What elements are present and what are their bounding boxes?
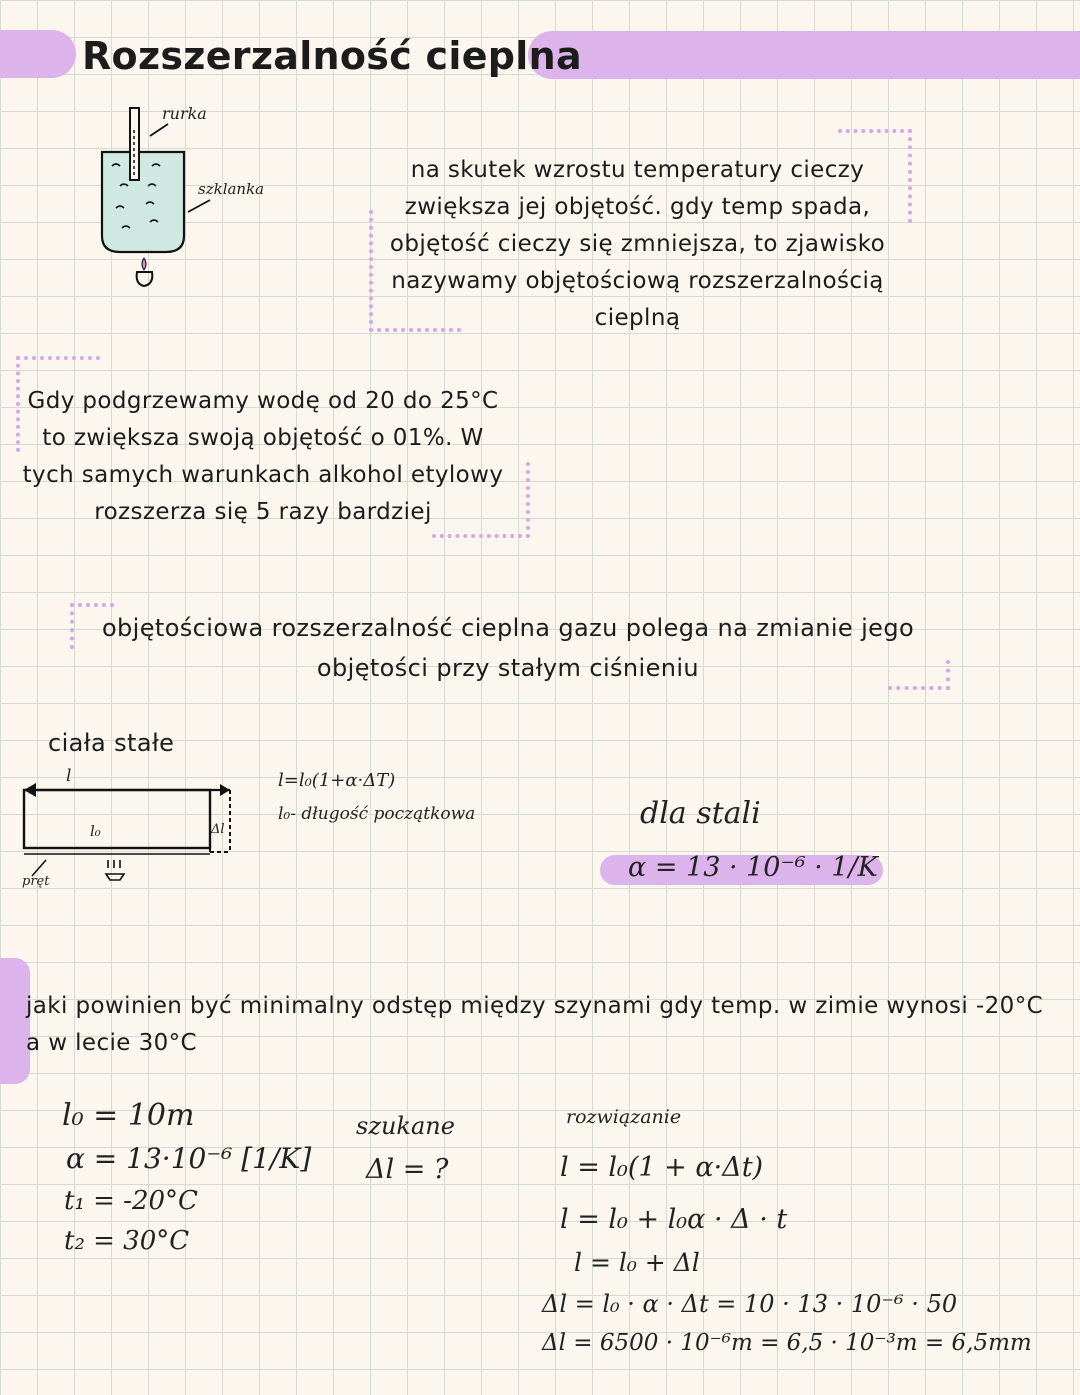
given-l0: l₀ = 10m <box>62 1098 195 1133</box>
solution-line-5: Δl = 6500 · 10⁻⁶m = 6,5 · 10⁻³m = 6,5mm <box>542 1330 1032 1356</box>
solution-line-2: l = l₀ + l₀α · Δ · t <box>560 1204 788 1235</box>
tube-label: rurka <box>162 104 207 123</box>
problem-question: jaki powinien być minimalny odstęp między szynami gdy temp. w zimie wynosi -20°C a w lecie 30°C <box>26 993 1044 1056</box>
initial-length-definition: l₀- długość początkowa <box>278 804 476 824</box>
page-title: Rozszerzalność cieplna <box>82 34 582 78</box>
solution-line-4: Δl = l₀ · α · Δt = 10 · 13 · 10⁻⁶ · 50 <box>542 1290 958 1318</box>
header-pill-left <box>0 30 76 78</box>
given-t1: t₁ = -20°C <box>64 1186 198 1216</box>
rod-initial-length-label: l₀ <box>90 822 101 840</box>
steel-label: dla stali <box>640 796 761 831</box>
rod-delta-label: Δl <box>211 822 225 837</box>
water-expansion-note: Gdy podgrzewamy wodę od 20 do 25°C to zwiększa swoją objętość o 01%. W tych samych warunkach alkohol etylowy rozszerza się 5 razy bardziej <box>22 388 504 525</box>
rod-diagram <box>20 770 240 890</box>
glass-label: szklanka <box>198 180 265 198</box>
steel-alpha-value: α = 13 · 10⁻⁶ · 1/K <box>628 852 878 883</box>
glass-diagram <box>90 100 290 300</box>
given-alpha: α = 13·10⁻⁶ [1/K] <box>66 1142 312 1175</box>
gas-expansion-note: objętościowa rozszerzalność cieplna gazu polega na zmianie jego objętości przy stałym ciśnieniu <box>101 614 915 682</box>
solids-heading: ciała stałe <box>48 729 175 757</box>
given-t2: t₂ = 30°C <box>64 1226 190 1256</box>
solution-line-3: l = l₀ + Δl <box>574 1248 700 1277</box>
solution-line-1: l = l₀(1 + α·Δt) <box>560 1152 764 1183</box>
rod-label: pręt <box>22 874 50 889</box>
rod-length-label: l <box>66 766 72 786</box>
liquid-expansion-note: na skutek wzrostu temperatury cieczy zwiększa jej objętość. gdy temp spada, objętość cieczy się zmniejsza, to zjawisko nazywamy objętościową rozszerzalnością cieplną <box>389 157 886 331</box>
sought-label: szukane <box>356 1112 455 1140</box>
sought-value: Δl = ? <box>366 1154 449 1185</box>
solution-label: rozwiązanie <box>566 1106 682 1128</box>
header-pill-right <box>528 31 1080 79</box>
linear-expansion-formula: l=l₀(1+α·ΔT) <box>278 770 396 791</box>
